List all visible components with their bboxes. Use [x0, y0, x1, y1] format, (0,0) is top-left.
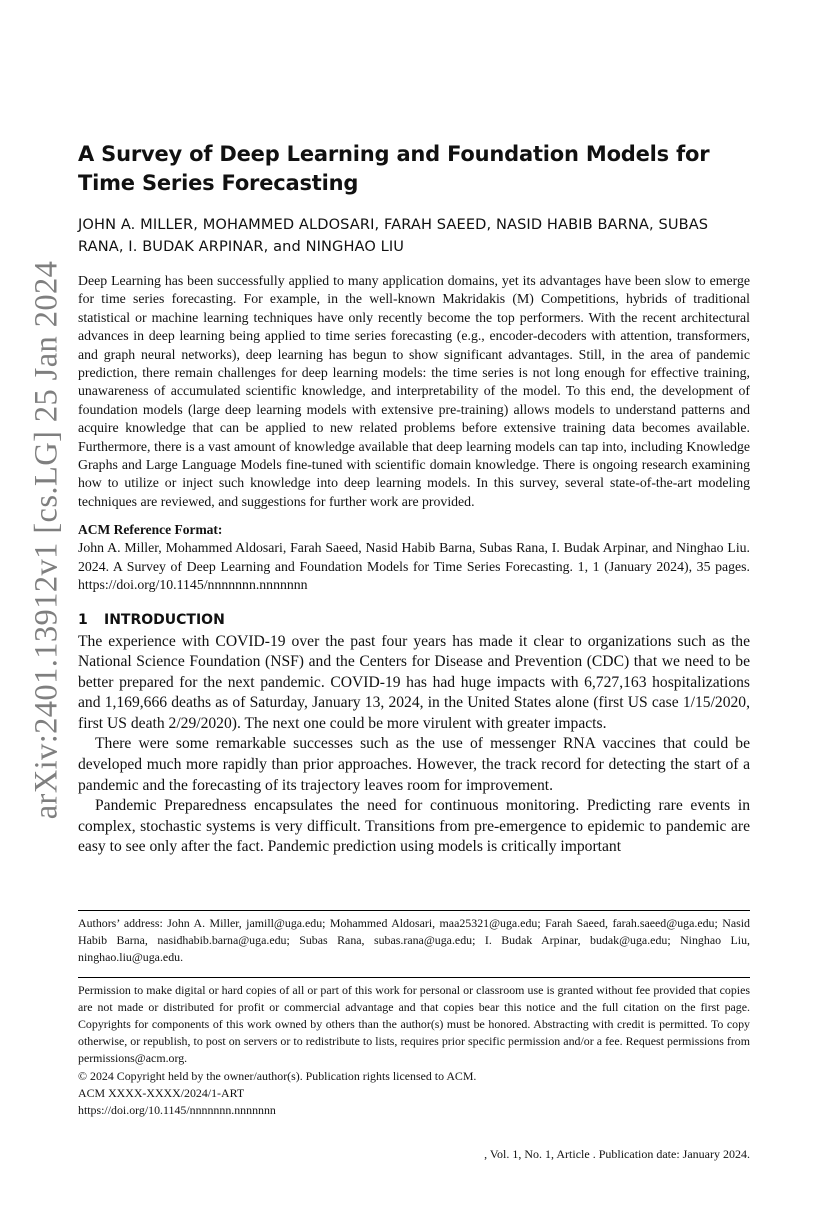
paper-title: A Survey of Deep Learning and Foundation Models for Time Series Forecasting — [78, 142, 710, 195]
permission-divider — [78, 977, 750, 978]
copyright-line: © 2024 Copyright held by the owner/author(s). Publication rights licensed to ACM. — [78, 1068, 477, 1083]
doi-link[interactable]: https://doi.org/10.1145/nnnnnnn.nnnnnnn — [78, 1103, 276, 1118]
paper-first-page — [78, 140, 750, 858]
intro-paragraph-3: Pandemic Preparedness encapsulates the need for continuous monitoring. Predicting rare events in complex, stochastic systems is very difficult. Transitions from pre-emergence to epidemic to pandemic are easy to see only after the fact. Pandemic prediction using models is critically important — [78, 797, 750, 856]
section-heading-introduction — [78, 610, 750, 630]
footnote-divider — [78, 910, 750, 911]
intro-paragraph-1: The experience with COVID-19 over the past four years has made it clear to organizations such as the National Science Foundation (NSF) and the Centers for Disease and Prevention (CDC) that we need to be better prepared for the next pandemic. COVID-19 has had huge impacts with 6,727,163 hospitalizations and 1,169,666 deaths as of Saturday, January 13, 2024, in the United States alone (first US case 1/15/2020, first US death 2/29/2020). The next one could be more virulent with greater impacts. — [78, 632, 750, 732]
acm-reference-text: John A. Miller, Mohammed Aldosari, Farah Saeed, Nasid Habib Barna, Subas Rana, I. Budak Arpinar, and Ninghao Liu. 2024. A Survey of Deep Learning and Foundation Models for Time Series Forecasting. 1, 1 (January 2024), 35 pages. https://doi.org/10.1145/nnnnnnn.nnnnnnn — [78, 540, 750, 593]
abstract: Deep Learning has been successfully applied to many application domains, yet its advantages have been slow to emerge for time series forecasting. For example, in the well-known Makridakis (M) Competitions, hybrids of traditional statistical or machine learning techniques have only recently become the top performers. With the recent architectural advances in deep learning being applied to time series forecasting (e.g., encoder-decoders with attention, transformers, and graph neural networks), deep learning has begun to show significant advantages. Still, in the area of pandemic prediction, there remain challenges for deep learning models: the time series is not long enough for effective training, unawareness of accumulated scientific knowledge, and interpretability of the model. To this end, the development of foundation models (large deep learning models with extensive pre-training) allows models to understand patterns and acquire knowledge that can be applied to new related problems before extensive training data becomes available. Furthermore, there is a vast amount of knowledge available that deep learning models can tap into, including Knowledge Graphs and Large Language Models fine-tuned with scientific domain knowledge. There is ongoing research examining how to utilize or inject such knowledge into deep learning models. In this survey, several state-of-the-art modeling techniques are reviewed, and suggestions for further work are provided. — [78, 273, 750, 509]
author-list: JOHN A. MILLER, MOHAMMED ALDOSARI, FARAH SAEED, NASID HABIB BARNA, SUBAS RANA, I. BUDAK ARPINAR, and NINGHAO LIU — [78, 216, 709, 255]
running-footer: , Vol. 1, No. 1, Article . Publication date: January 2024. — [484, 1147, 750, 1161]
footnote-area — [78, 910, 750, 1119]
acm-reference-heading: ACM Reference Format: — [78, 522, 223, 538]
permission-notice: Permission to make digital or hard copies of all or part of this work for personal or classroom use is granted without fee provided that copies are not made or distributed for profit or commercial advantage and that copies bear this notice and the full citation on the first page. Copyrights for components of this work owned by others than the author(s) must be honored. Abstracting with credit is permitted. To copy otherwise, or republish, to post on servers or to redistribute to lists, requires prior specific permission and/or a fee. Request permissions from permissions@acm.org. — [78, 982, 750, 1066]
section-title: INTRODUCTION — [104, 611, 225, 628]
authors-address-footnote: Authors’ address: John A. Miller, jamill@uga.edu; Mohammed Aldosari, maa25321@uga.edu; Farah Saeed, farah.saeed@uga.edu; Nasid Habib Barna, nasidhabib.barna@uga.edu; Subas Rana, subas.rana@uga.edu; I. Budak Arpinar, budak@uga.edu; Ninghao Liu, ninghao.liu@uga.edu. — [78, 916, 750, 965]
arxiv-identifier-stamp — [22, 240, 72, 840]
acm-identifier: ACM XXXX-XXXX/2024/1-ART — [78, 1085, 245, 1100]
intro-paragraph-2: There were some remarkable successes such as the use of messenger RNA vaccines that could be developed much more rapidly than prior approaches. However, the track record for detecting the start of a pandemic and the forecasting of its trajectory leaves room for improvement. — [78, 735, 750, 794]
section-number: 1 — [78, 611, 88, 628]
arxiv-identifier-text: arXiv:2401.13912v1 [cs.LG] 25 Jan 2024 — [28, 260, 65, 820]
